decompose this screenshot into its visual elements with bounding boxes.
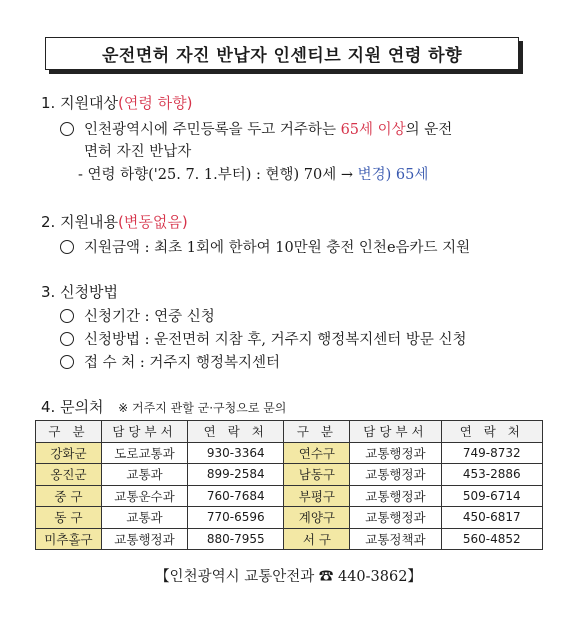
phone-cell: 880-7955	[188, 528, 284, 550]
region-cell: 남동구	[284, 464, 350, 486]
region-cell: 계양구	[284, 507, 350, 529]
section1-line3	[78, 163, 428, 184]
footer-contact: 【인천광역시 교통안전과 ☎ 440-3862】	[155, 569, 422, 585]
phone-cell: 899-2584	[188, 464, 284, 486]
region-cell: 동 구	[36, 507, 102, 529]
section3-item	[60, 328, 467, 349]
section1-line3-a: - 연령 하향('25. 7. 1.부터) : 현행) 70세 →	[78, 167, 358, 183]
region-cell: 미추홀구	[36, 528, 102, 550]
section3-item	[60, 351, 280, 372]
section1-line1-red: 65세 이상	[340, 122, 406, 138]
table-row	[36, 528, 543, 550]
phone-cell: 930-3364	[188, 442, 284, 464]
department-cell: 교통행정과	[350, 485, 441, 507]
circle-bullet-icon	[60, 355, 74, 369]
column-header: 연 락 처	[188, 421, 284, 443]
section3-item-text: 신청방법 : 운전면허 지참 후, 거주지 행정복지센터 방문 신청	[84, 332, 467, 348]
region-cell: 서 구	[284, 528, 350, 550]
section1-line1-a: 인천광역시에 주민등록을 두고 거주하는	[84, 122, 341, 138]
section1-line1	[60, 118, 452, 139]
phone-cell: 509-6714	[441, 485, 542, 507]
region-cell: 연수구	[284, 442, 350, 464]
table-row	[36, 507, 543, 529]
department-cell: 교통과	[101, 464, 187, 486]
column-header: 담당부서	[101, 421, 187, 443]
phone-cell: 760-7684	[188, 485, 284, 507]
section2-line1-text: 지원금액 : 최초 1회에 한하여 10만원 충전 인천e음카드 지원	[84, 240, 471, 256]
section1-heading-note: (연령 하향)	[118, 94, 193, 112]
section1-line1-b: 의 운전	[405, 122, 453, 138]
circle-bullet-icon	[60, 240, 74, 254]
phone-cell: 560-4852	[441, 528, 542, 550]
section3-item-text: 신청기간 : 연중 신청	[84, 309, 215, 325]
phone-cell: 450-6817	[441, 507, 542, 529]
table-row	[36, 485, 543, 507]
phone-cell: 453-2886	[441, 464, 542, 486]
circle-bullet-icon	[60, 122, 74, 136]
region-cell: 중 구	[36, 485, 102, 507]
section2-line1	[60, 236, 470, 257]
table-row	[36, 464, 543, 486]
department-cell: 교통과	[101, 507, 187, 529]
section2-heading-text: 2. 지원내용	[41, 213, 119, 231]
table-header-row	[36, 421, 543, 443]
section3-heading: 3. 신청방법	[41, 283, 119, 301]
circle-bullet-icon	[60, 332, 74, 346]
table-row	[36, 442, 543, 464]
circle-bullet-icon	[60, 309, 74, 323]
section4-note: ※ 거주지 관할 군·구청으로 문의	[118, 401, 287, 415]
region-cell: 부평구	[284, 485, 350, 507]
phone-cell: 770-6596	[188, 507, 284, 529]
section1-line2: 면허 자진 반납자	[84, 144, 192, 160]
department-cell: 교통정책과	[350, 528, 441, 550]
phone-cell: 749-8732	[441, 442, 542, 464]
section4-heading	[41, 396, 286, 417]
region-cell: 강화군	[36, 442, 102, 464]
section1-heading	[41, 92, 192, 113]
contacts-table	[35, 420, 543, 550]
department-cell: 교통행정과	[101, 528, 187, 550]
region-cell: 옹진군	[36, 464, 102, 486]
column-header: 연 락 처	[441, 421, 542, 443]
section3-item-text: 접 수 처 : 거주지 행정복지센터	[84, 355, 281, 371]
section4-heading-text: 4. 문의처	[41, 398, 104, 416]
column-header: 구 분	[36, 421, 102, 443]
department-cell: 교통행정과	[350, 464, 441, 486]
page-title: 운전면허 자진 반납자 인센티브 지원 연령 하향	[45, 37, 519, 70]
department-cell: 도로교통과	[101, 442, 187, 464]
department-cell: 교통행정과	[350, 442, 441, 464]
department-cell: 교통운수과	[101, 485, 187, 507]
section1-line3-blue: 변경) 65세	[357, 167, 429, 183]
section2-heading	[41, 211, 188, 232]
column-header: 구 분	[284, 421, 350, 443]
column-header: 담당부서	[350, 421, 441, 443]
section1-heading-text: 1. 지원대상	[41, 94, 119, 112]
department-cell: 교통행정과	[350, 507, 441, 529]
section2-heading-note: (변동없음)	[118, 213, 188, 231]
section3-item	[60, 305, 215, 326]
